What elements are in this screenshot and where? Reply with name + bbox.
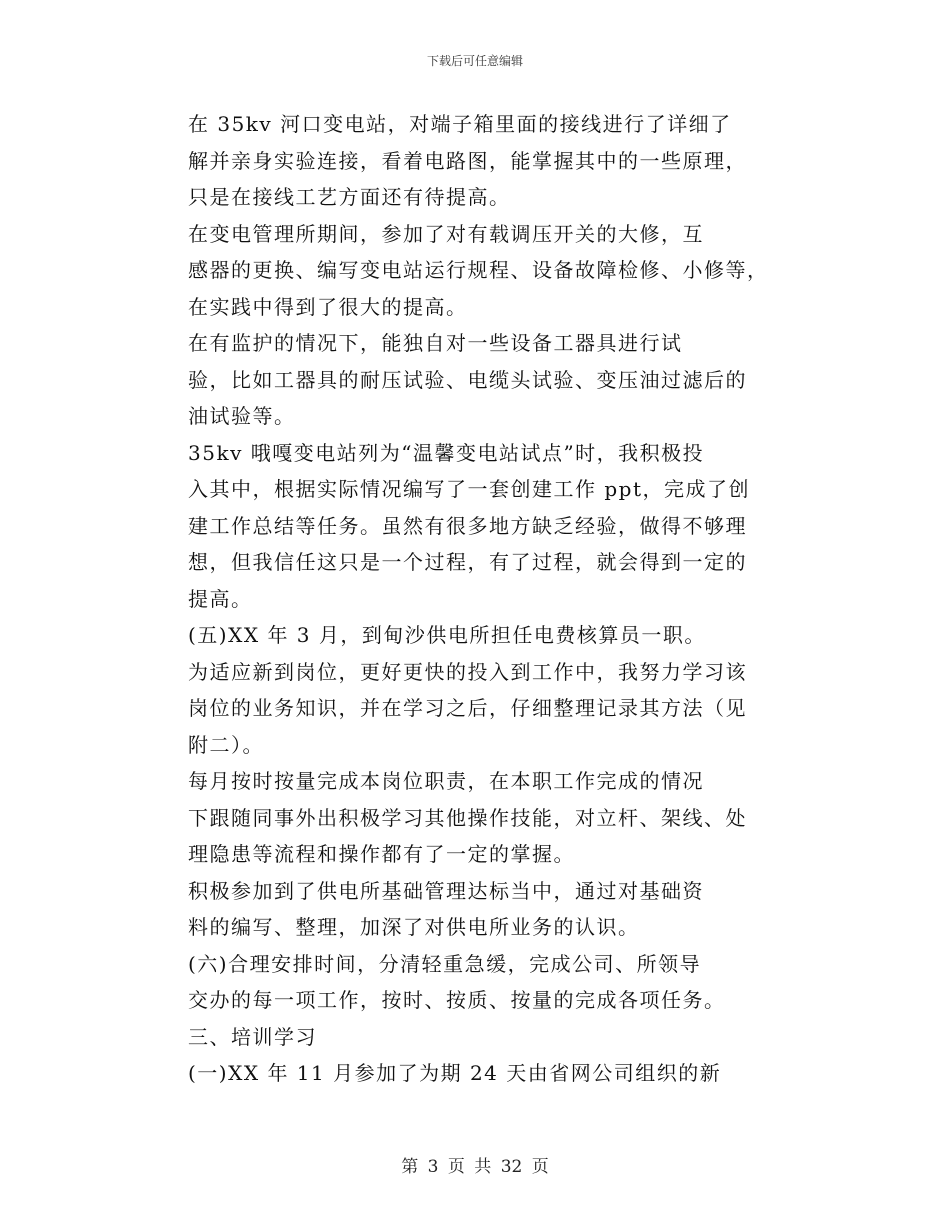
body-line: 积极参加到了供电所基础管理达标当中，通过对基础资 (188, 878, 704, 903)
body-line: 在变电管理所期间，参加了对有载调压开关的大修，互 (188, 221, 704, 246)
body-line: 提高。 (188, 586, 253, 611)
body-line: (一)XX 年 11 月参加了为期 24 天由省网公司组织的新 (188, 1061, 722, 1085)
body-line: (六)合理安排时间，分清轻重急缓，完成公司、所领导 (188, 951, 702, 976)
document-body (188, 106, 788, 1092)
body-line: 交办的每一项工作，按时、按质、按量的完成各项任务。 (188, 988, 726, 1012)
body-line: 每月按时按量完成本岗位职责，在本职工作完成的情况 (188, 769, 704, 793)
body-line: 在有监护的情况下，能独自对一些设备工器具进行试 (188, 331, 683, 355)
body-line: 感器的更换、编写变电站运行规程、设备故障检修、小修等， (188, 258, 769, 282)
body-line: 解并亲身实验连接，看着电路图，能掌握其中的一些原理， (188, 148, 747, 173)
body-line: 附二）。 (188, 732, 264, 757)
page-number: 第 3 页 共 32 页 (401, 1157, 549, 1177)
section-heading: 三、培训学习 (188, 1024, 317, 1049)
body-line: 理隐患等流程和操作都有了一定的掌握。 (188, 842, 575, 866)
body-line: 验，比如工器具的耐压试验、电缆头试验、变压油过滤后的 (188, 367, 747, 392)
body-line: (五)XX 年 3 月，到甸沙供电所担任电费核算员一职。 (188, 623, 706, 647)
body-line: 岗位的业务知识，并在学习之后，仔细整理记录其方法（见 (188, 696, 747, 720)
body-line: 在 35kv 河口变电站，对端子箱里面的接线进行了详细了 (188, 112, 732, 136)
body-line: 35kv 哦嘎变电站列为“温馨变电站试点”时，我积极投 (188, 440, 705, 465)
body-line: 料的编写、整理，加深了对供电所业务的认识。 (188, 915, 640, 939)
body-line: 油试验等。 (188, 404, 296, 428)
body-line: 为适应新到岗位，更好更快的投入到工作中，我努力学习该 (188, 659, 747, 684)
body-line: 只是在接线工艺方面还有待提高。 (188, 185, 511, 209)
body-line: 想，但我信任这只是一个过程，有了过程，就会得到一定的 (188, 550, 747, 574)
body-line: 入其中，根据实际情况编写了一套创建工作 ppt，完成了创 (188, 477, 750, 501)
page-header: 下载后可任意编辑 (426, 54, 523, 68)
body-line: 下跟随同事外出积极学习其他操作技能，对立杆、架线、处 (188, 805, 747, 830)
body-line: 在实践中得到了很大的提高。 (188, 294, 468, 319)
body-line: 建工作总结等任务。虽然有很多地方缺乏经验，做得不够理 (188, 513, 747, 538)
